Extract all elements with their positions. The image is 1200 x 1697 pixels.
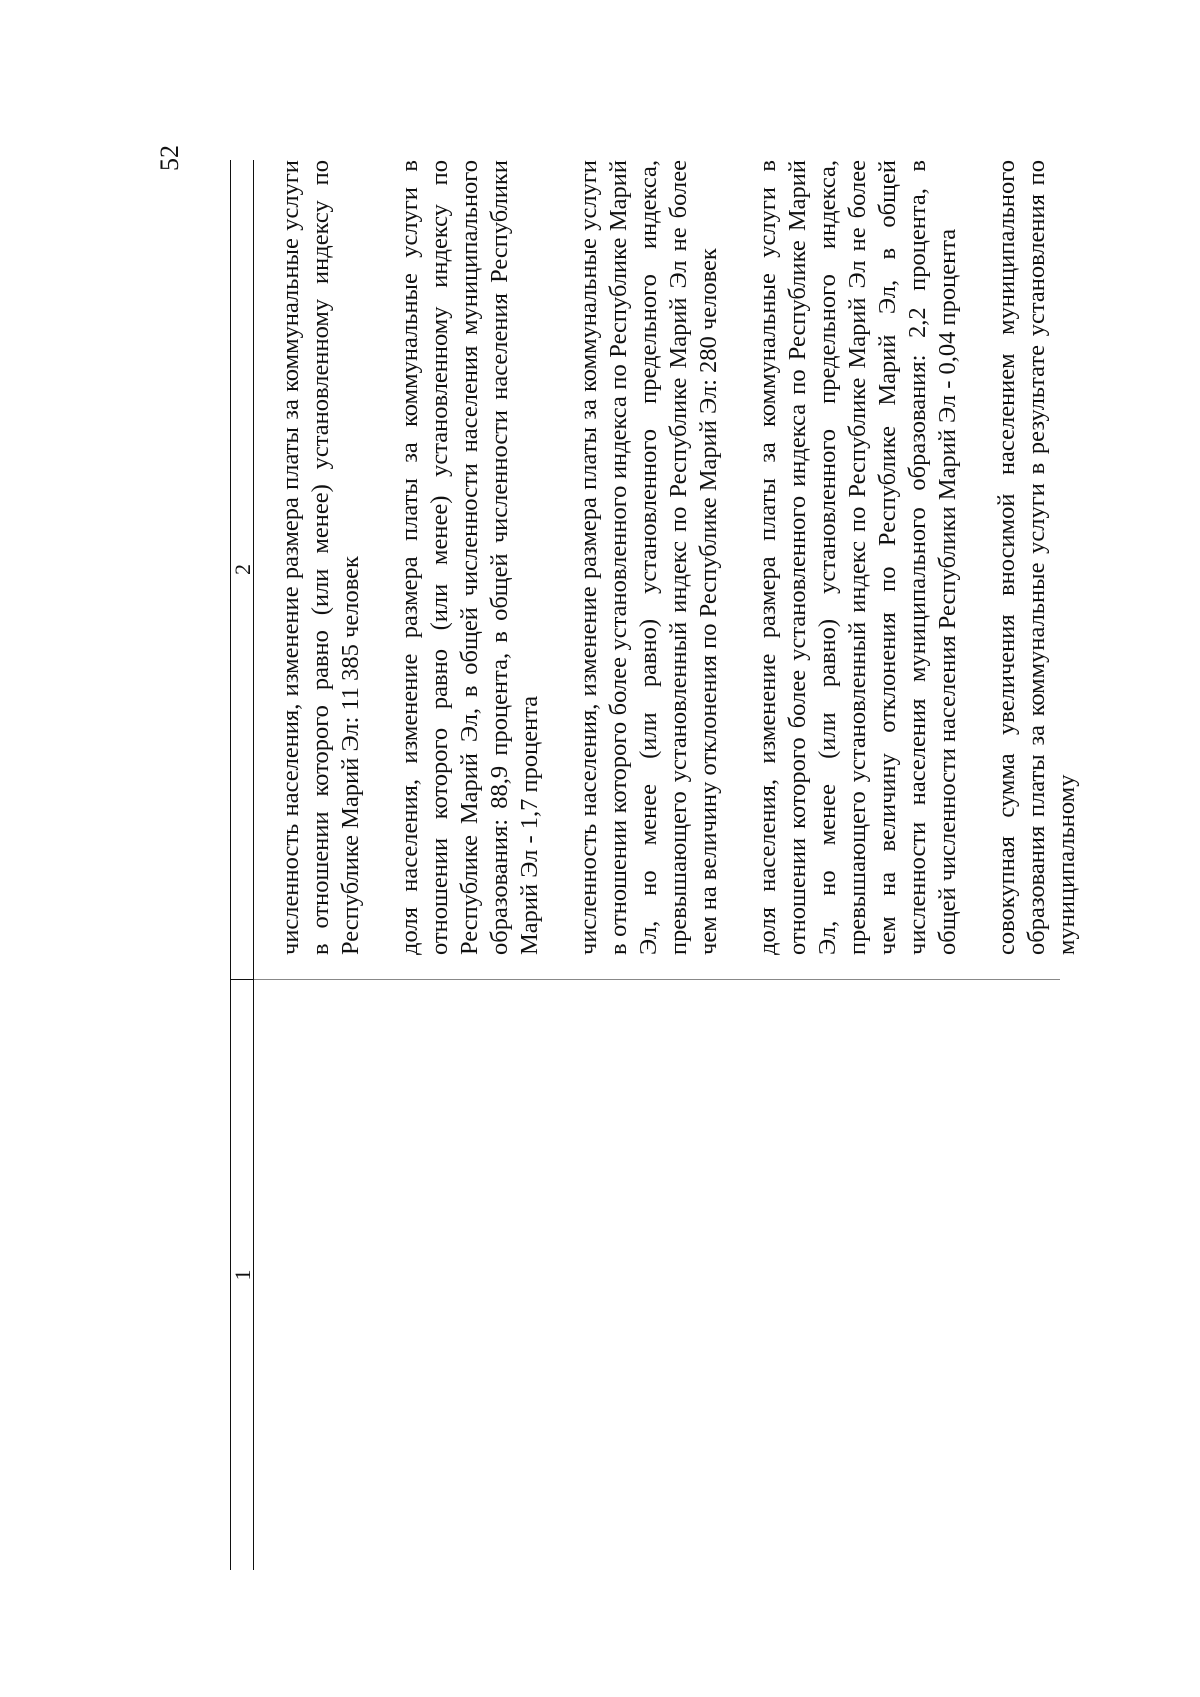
column-header-1: 1: [231, 979, 253, 1570]
column-header-2: 2: [230, 564, 255, 575]
page-number: 52: [155, 145, 184, 171]
rotated-page-content: [230, 160, 1080, 1570]
paragraph-total-increase: совокупная сумма увеличения вносимой населением муниципального образования платы за коммунальные услуги в результате установления по муниципальному: [993, 160, 1080, 955]
paragraph-population-within-index: численность населения, изменение размера платы за коммунальные услуги в отношении которого равно (или менее) установленному индексу по Республике Марий Эл: 11 385 человек: [277, 160, 364, 955]
paragraph-share-above-index: доля населения, изменение размера платы за коммунальные услуги в отношении которого более установленного индекса по Республике Марий Эл, но менее (или равно) установленного предельного индекса, превышающего установленный индекс по Республике Марий Эл не более чем на величину отклонения по Республике Марий Эл, в общей численности населения муниципального образования: 2,2 процента, в общей численности населения Республики Марий Эл - 0,04 процента: [754, 160, 961, 955]
table-header-row: [230, 160, 254, 1570]
column-divider: [254, 979, 1060, 980]
column-2-content: [276, 160, 1111, 955]
paragraph-population-above-index: численность населения, изменение размера платы за коммунальные услуги в отношении которого более установленного индекса по Республике Марий Эл, но менее (или равно) установленного предельного индекса, превышающего установленный индекс по Республике Марий Эл не более чем на величину отклонения по Республике Марий Эл: 280 человек: [575, 160, 722, 955]
paragraph-share-within-index: доля населения, изменение размера платы за коммунальные услуги в отношении которого равно (или менее) установленному индексу по Республике Марий Эл, в общей численности населения муниципального образования: 88,9 процента, в общей численности населения Республики Марий Эл - 1,7 процента: [396, 160, 543, 955]
